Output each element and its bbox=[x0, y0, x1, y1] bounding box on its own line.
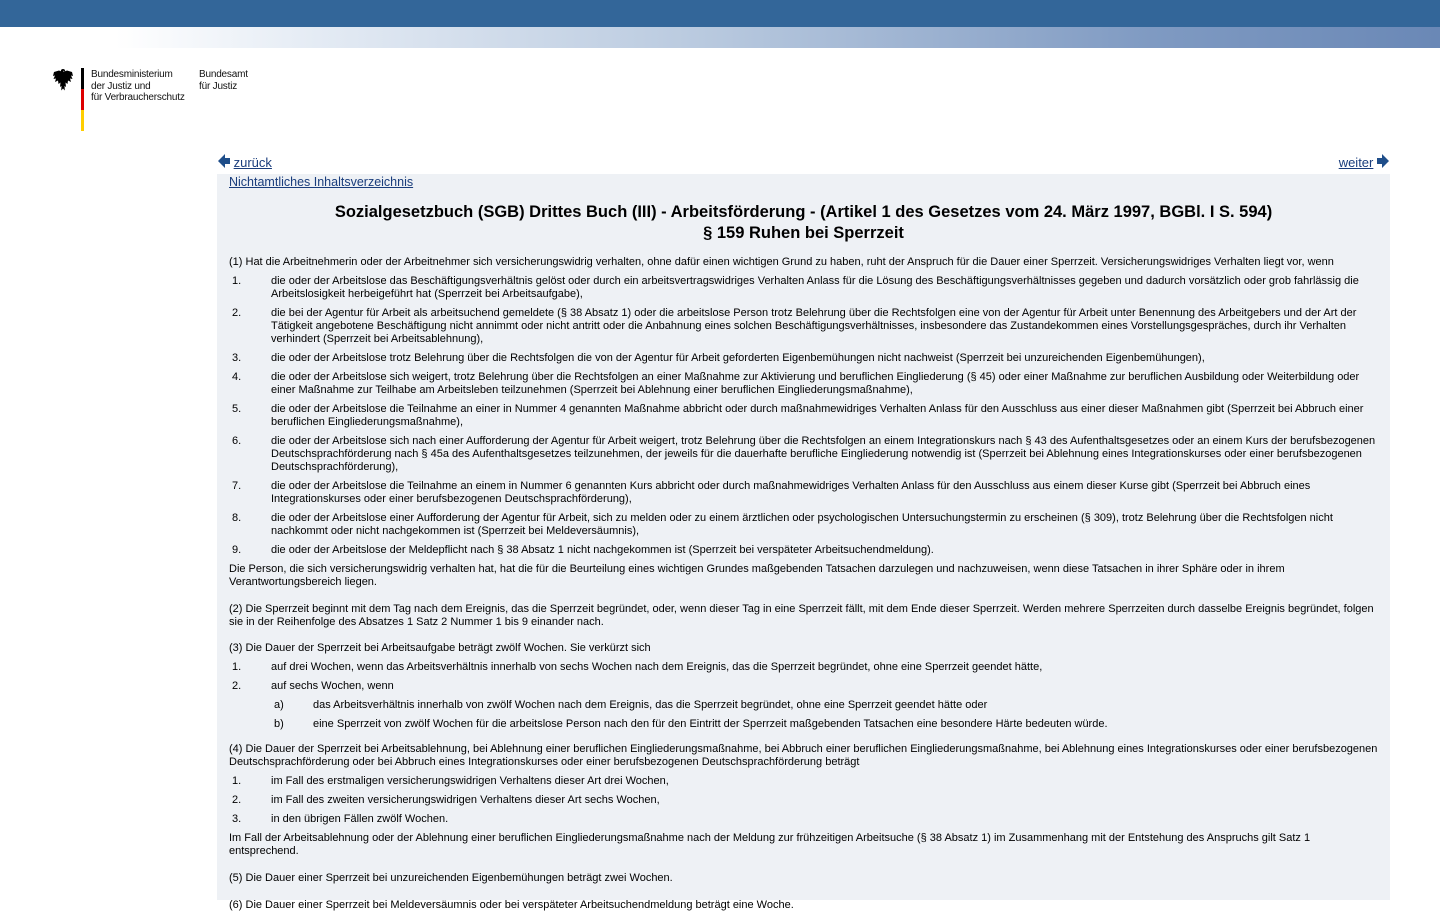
nav-forward[interactable] bbox=[1339, 154, 1389, 174]
section-3-intro: (3) Die Dauer der Sperrzeit bei Arbeitsaufgabe beträgt zwölf Wochen. Sie verkürzt sich bbox=[229, 642, 651, 654]
list-item bbox=[229, 352, 1378, 365]
forward-link[interactable]: weiter bbox=[1338, 155, 1374, 170]
list-number: 2. bbox=[232, 680, 242, 692]
section-1-closing: Die Person, die sich versicherungswidrig verhalten hat, hat die für die Beurteilung eines wichtigen Grundes maßgebenden Tatsachen darzulegen und nachzuweisen, wenn diese Tatsachen in ihrer Sphäre oder in ihrem Verantwortungsbereich liegen. bbox=[229, 563, 1285, 588]
list-text: auf sechs Wochen, wenn bbox=[271, 680, 394, 692]
gradient-banner bbox=[0, 27, 1440, 48]
section-4-closing: Im Fall der Arbeitsablehnung oder der Ablehnung einer beruflichen Eingliederungsmaßnahme nach der Meldung zur frühzeitigen Arbeitsuche (§ 38 Absatz 1) im Zusammenhang mit der Entstehung des Anspruchs gilt Satz 1 entsprechend. bbox=[229, 832, 1311, 857]
ministry-name: Bundesministerium der Justiz und für Verbraucherschutz bbox=[91, 69, 185, 103]
list-item bbox=[229, 544, 1378, 557]
list-text: die oder der Arbeitslose einer Aufforderung der Agentur für Arbeit, sich zu melden oder zu einem ärztlichen oder psychologischen Untersuchungstermin zu erscheinen (§ 309), trotz Belehrung über die Rechtsfolgen nicht nachkommt oder nicht nachgekommen ist (Sperrzeit bei Meldeversäumnis), bbox=[271, 512, 1333, 537]
list-text: die bei der Agentur für Arbeit als arbeitsuchend gemeldete (§ 38 Absatz 1) oder die arbeitslose Person trotz Belehrung über die Rechtsfolgen eine von der Agentur für Arbeit unter Benennung des Arbeitgebers und der Art der Tätigkeit angebotene Beschäftigung nicht annimmt oder nicht antritt oder die Anbahnung eines solchen Beschäftigungsverhältnisses, insbesondere das Zustandekommen eines Vorstellungsgespräches, durch ihr Verhalten verhindert (Sperrzeit bei Arbeitsablehnung), bbox=[271, 307, 1357, 345]
office-name: Bundesamt für Justiz bbox=[199, 69, 248, 92]
list-text: auf drei Wochen, wenn das Arbeitsverhältnis innerhalb von sechs Wochen nach dem Ereignis, das die Sperrzeit begründet, ohne eine Sperrzeit geendet hätte, bbox=[271, 661, 1043, 673]
list-number: 4. bbox=[232, 371, 242, 383]
sub-list-item bbox=[271, 718, 1378, 731]
list-item bbox=[229, 480, 1378, 506]
list-number: 1. bbox=[232, 661, 242, 673]
section-4-intro: (4) Die Dauer der Sperrzeit bei Arbeitsablehnung, bei Ablehnung einer beruflichen Eingliederungsmaßnahme, bei Abbruch einer beruflichen Eingliederungsmaßnahme, bei Ablehnung eines Integrationskurses oder einer berufsbezogenen Deutschsprachförderung oder bei Abbruch eines Integrationskurses oder einer berufsbezogenen Deutschsprachförderung beträgt bbox=[229, 743, 1378, 768]
list-text: die oder der Arbeitslose der Meldepflicht nach § 38 Absatz 1 nicht nachgekommen ist (Sperrzeit bei verspäteter Arbeitsuchendmeldung). bbox=[271, 544, 934, 556]
list-item bbox=[229, 512, 1378, 538]
list-letter: a) bbox=[274, 699, 284, 711]
section-1-intro: (1) Hat die Arbeitnehmerin oder der Arbeitnehmer sich versicherungswidrig verhalten, ohne dafür einen wichtigen Grund zu haben, ruht der Anspruch für die Dauer einer Sperrzeit. Versicherungswidriges Verhalten liegt vor, wenn bbox=[229, 256, 1334, 268]
list-item bbox=[229, 403, 1378, 429]
list-text: die oder der Arbeitslose die Teilnahme an einer in Nummer 4 genannten Maßnahme abbricht oder durch maßnahmewidriges Verhalten Anlass für den Ausschluss aus einer dieser Maßnahmen gibt (Sperrzeit bei Abbruch einer beruflichen Eingliederungsmaßnahme), bbox=[271, 403, 1364, 428]
list-text: die oder der Arbeitslose die Teilnahme an einem in Nummer 6 genannten Kurs abbricht oder durch maßnahmewidriges Verhalten Anlass für den Ausschluss aus einem dieser Kurse gibt (Sperrzeit bei Abbruch eines Integrationskurses oder einer berufsbezogenen Deutschsprachförderung), bbox=[271, 480, 1311, 505]
law-content bbox=[217, 174, 1390, 911]
list-item bbox=[229, 435, 1378, 474]
list-text: im Fall des erstmaligen versicherungswidrigen Verhaltens dieser Art drei Wochen, bbox=[271, 775, 669, 787]
list-text: die oder der Arbeitslose sich weigert, trotz Belehrung über die Rechtsfolgen an einer Maßnahme zur Aktivierung und beruflichen Eingliederung (§ 45) oder einer Maßnahme zur beruflichen Ausbildung oder Weiterbildung oder einer Maßnahme zur Teilhabe am Arbeitsleben teilzunehmen (Sperrzeit bei Ablehnung einer beruflichen Eingliederungsmaßnahme), bbox=[271, 371, 1360, 396]
title-law-name: Sozialgesetzbuch (SGB) Drittes Buch (III) - Arbeitsförderung - (Artikel 1 des Gesetzes vom 24. März 1997, BGBl. I S. 594) bbox=[334, 203, 1273, 221]
list-number: 1. bbox=[232, 275, 242, 287]
list-item bbox=[229, 775, 1378, 788]
arrow-right-icon bbox=[1377, 154, 1389, 168]
top-banner bbox=[0, 0, 1440, 27]
list-number: 2. bbox=[232, 794, 242, 806]
list-letter: b) bbox=[274, 718, 284, 730]
list-number: 5. bbox=[232, 403, 242, 415]
list-number: 3. bbox=[232, 352, 242, 364]
list-text: die oder der Arbeitslose trotz Belehrung über die Rechtsfolgen die von der Agentur für Arbeit geforderten Eigenbemühungen nicht nachweist (Sperrzeit bei unzureichenden Eigenbemühungen), bbox=[271, 352, 1205, 364]
list-item bbox=[229, 307, 1378, 346]
sub-list-item bbox=[271, 699, 1378, 712]
arrow-left-icon bbox=[218, 154, 230, 168]
list-text: die oder der Arbeitslose sich nach einer Aufforderung der Agentur für Arbeit weigert, trotz Belehrung über die Rechtsfolgen an einem Integrationskurs nach § 43 des Aufenthaltsgesetzes oder an einem Kurs der berufsbezogenen Deutschsprachförderung nach § 45a des Aufenthaltsgesetzes teilzunehmen, der jeweils für die dauerhafte berufliche Eingliederung notwendig ist (Sperrzeit bei Ablehnung eines Integrationskurses oder einer berufsbezogenen Deutschsprachförderung), bbox=[271, 435, 1376, 473]
list-text: in den übrigen Fällen zwölf Wochen. bbox=[271, 813, 449, 825]
list-number: 3. bbox=[232, 813, 242, 825]
federal-eagle-icon bbox=[52, 68, 74, 92]
bmjv-logo bbox=[52, 68, 262, 132]
list-text: das Arbeitsverhältnis innerhalb von zwölf Wochen nach dem Ereignis, das die Sperrzeit begründet, ohne eine Sperrzeit geendet hätte oder bbox=[313, 699, 988, 711]
page-title bbox=[229, 202, 1378, 244]
list-number: 8. bbox=[232, 512, 242, 524]
section-2: (2) Die Sperrzeit beginnt mit dem Tag nach dem Ereignis, das die Sperrzeit begründet, oder, wenn dieser Tag in eine Sperrzeit fällt, mit dem Ende dieser Sperrzeit. Werden mehrere Sperrzeiten durch dasselbe Ereignis begründet, folgen sie in der Reihenfolge des Absatzes 1 Satz 2 Nummer 1 bis 9 einander nach. bbox=[229, 603, 1374, 628]
german-flag-stripe bbox=[81, 68, 84, 131]
list-number: 9. bbox=[232, 544, 242, 556]
list-item bbox=[229, 813, 1378, 826]
list-item bbox=[229, 371, 1378, 397]
list-item bbox=[229, 680, 1378, 693]
toc-link[interactable]: Nichtamtliches Inhaltsverzeichnis bbox=[229, 175, 414, 189]
list-text: im Fall des zweiten versicherungswidrigen Verhaltens dieser Art sechs Wochen, bbox=[271, 794, 660, 806]
list-item bbox=[229, 275, 1378, 301]
list-item bbox=[229, 794, 1378, 807]
title-paragraph: § 159 Ruhen bei Sperrzeit bbox=[703, 224, 904, 242]
section-5: (5) Die Dauer einer Sperrzeit bei unzureichenden Eigenbemühungen beträgt zwei Wochen. bbox=[229, 872, 673, 884]
list-text: die oder der Arbeitslose das Beschäftigungsverhältnis gelöst oder durch ein arbeitsvertragswidriges Verhalten Anlass für die Lösung des Beschäftigungsverhältnisses gegeben und dadurch vorsätzlich oder grob fahrlässig die Arbeitslosigkeit herbeigeführt hat (Sperrzeit bei Arbeitsaufgabe), bbox=[271, 275, 1359, 300]
list-number: 1. bbox=[232, 775, 242, 787]
list-number: 7. bbox=[232, 480, 242, 492]
list-item bbox=[229, 661, 1378, 674]
list-number: 2. bbox=[232, 307, 242, 319]
section-6: (6) Die Dauer einer Sperrzeit bei Meldeversäumnis oder bei verspäteter Arbeitsuchendmeldung beträgt eine Woche. bbox=[229, 899, 794, 911]
list-number: 6. bbox=[232, 435, 242, 447]
list-text: eine Sperrzeit von zwölf Wochen für die arbeitslose Person nach den für den Eintritt der Sperrzeit maßgebenden Tatsachen eine besondere Härte bedeuten würde. bbox=[313, 718, 1108, 730]
nav-back[interactable] bbox=[218, 154, 272, 174]
back-link[interactable]: zurück bbox=[233, 155, 272, 170]
